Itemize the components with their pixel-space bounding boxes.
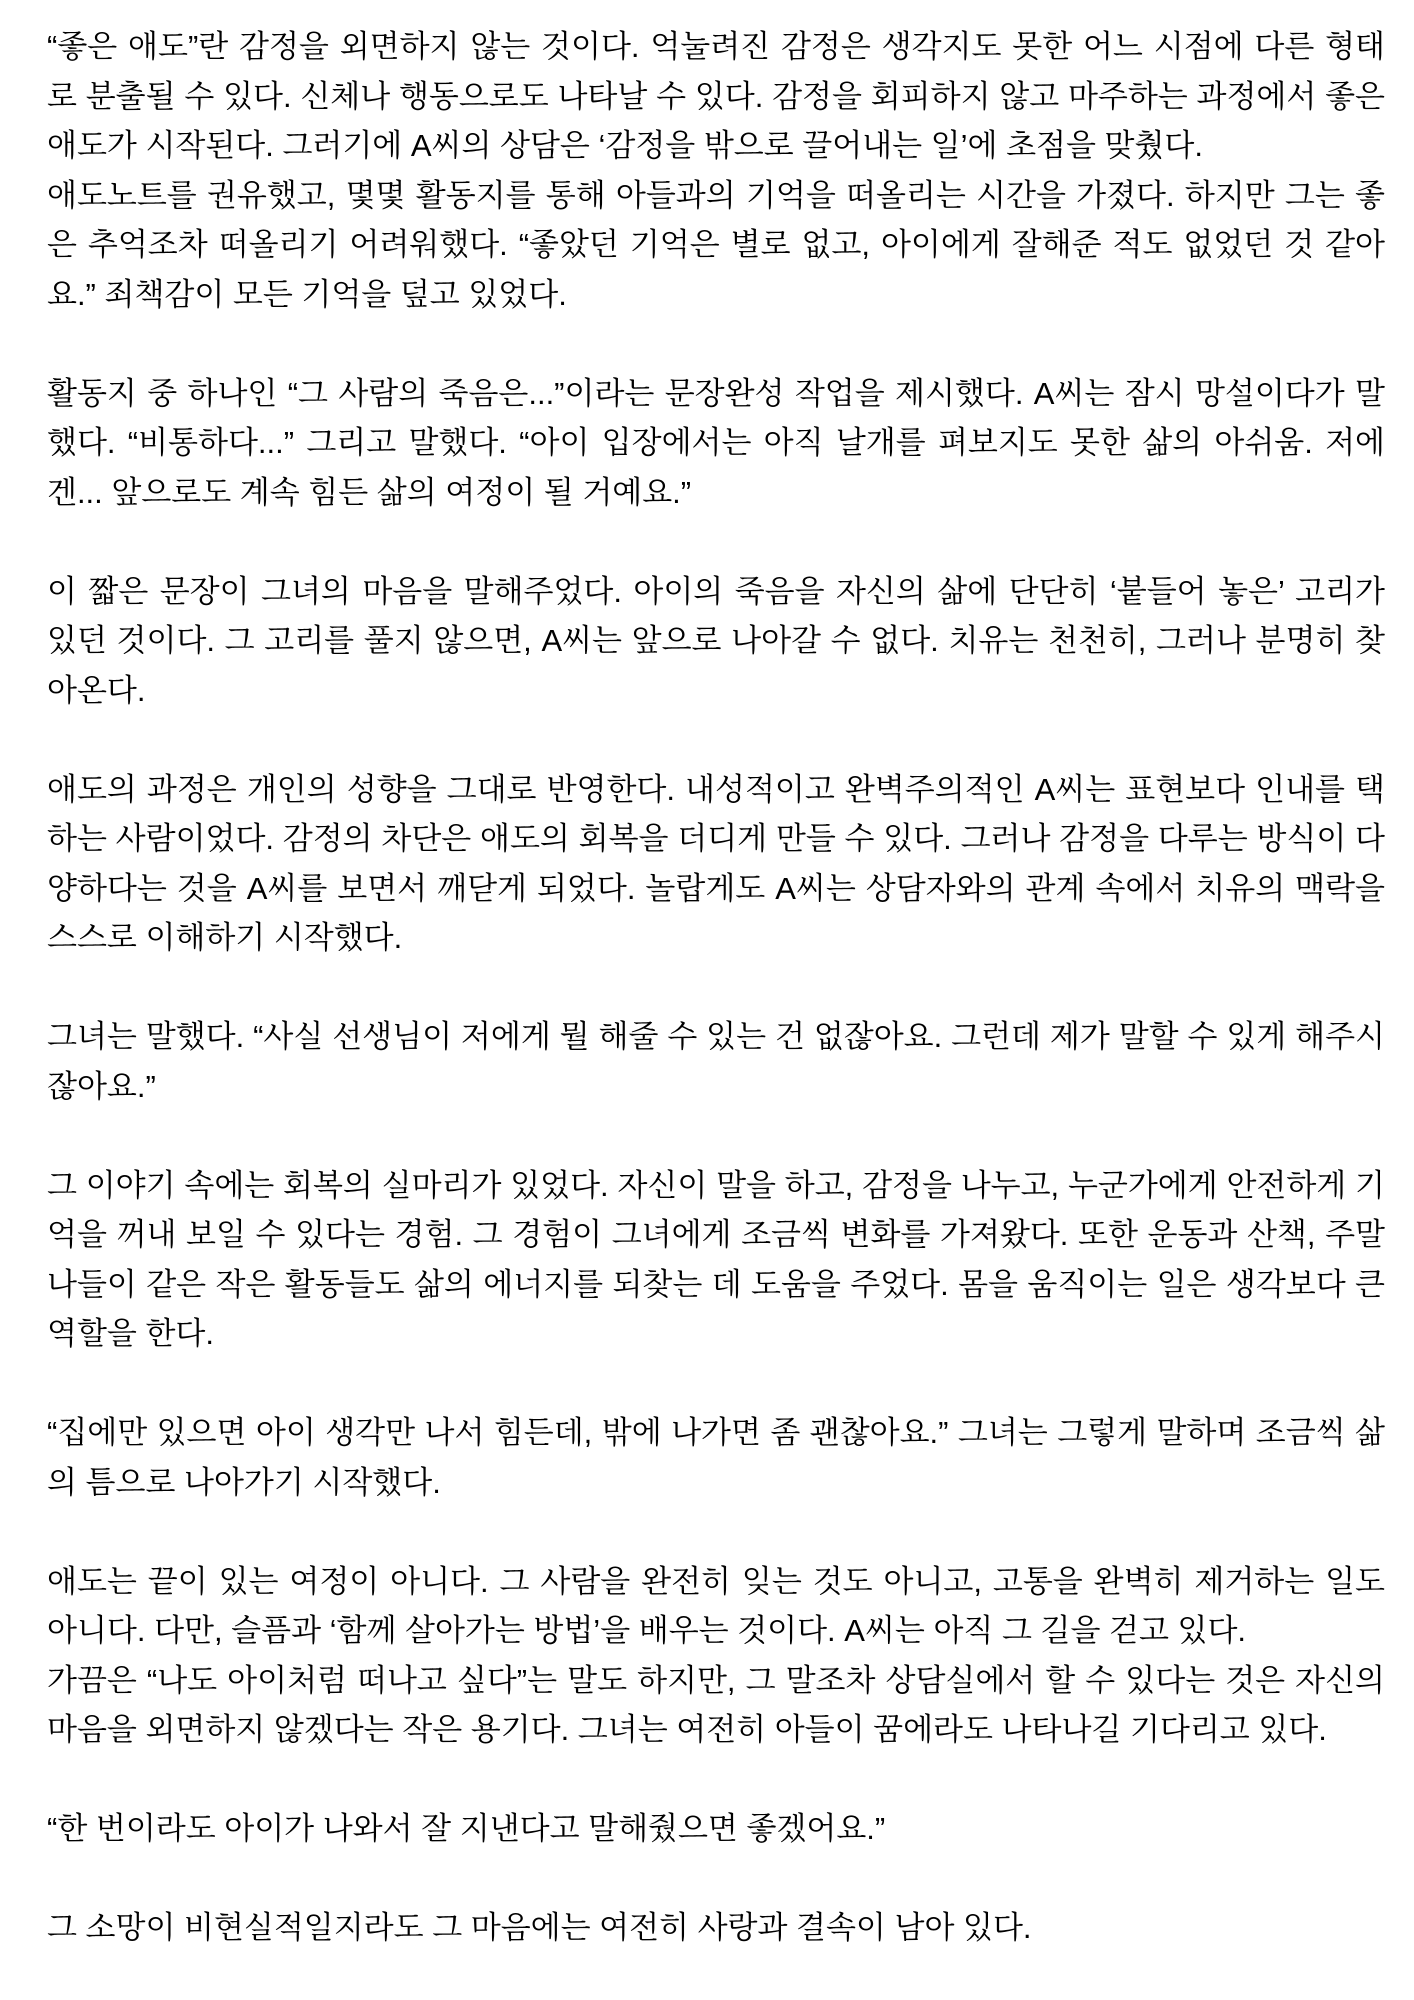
paragraph-text: 애도노트를 권유했고, 몇몇 활동지를 통해 아들과의 기억을 떠올리는 시간을 가졌다. 하지만 그는 좋은 추억조차 떠올리기 어려워했다. “좋았던 기억은 별로 없고, 아이에게 잘해준 적도 없었던 것 같아요.” 죄책감이 모든 기억을 덮고 있었다.: [47, 177, 1385, 312]
paragraph-text: 이 짧은 문장이 그녀의 마음을 말해주었다. 아이의 죽음을 자신의 삶에 단단히 ‘붙들어 놓은’ 고리가 있던 것이다. 그 고리를 풀지 않으면, A씨는 앞으로 나아갈 수 없다. 치유는 천천히, 그러나 분명히 찾아온다.: [47, 573, 1385, 708]
paragraph-text: 애도의 과정은 개인의 성향을 그대로 반영한다. 내성적이고 완벽주의적인 A씨는 표현보다 인내를 택하는 사람이었다. 감정의 차단은 애도의 회복을 더디게 만들 수 있다. 그러나 감정을 다루는 방식이 다양하다는 것을 A씨를 보면서 깨닫게 되었다. 놀랍게도 A씨는 상담자와의 관계 속에서 치유의 맥락을 스스로 이해하기 시작했다.: [47, 771, 1385, 955]
paragraph: [47, 22, 1385, 319]
paragraph-text: 그 이야기 속에는 회복의 실마리가 있었다. 자신이 말을 하고, 감정을 나누고, 누군가에게 안전하게 기억을 꺼내 보일 수 있다는 경험. 그 경험이 그녀에게 조금씩 변화를 가져왔다. 또한 운동과 산책, 주말 나들이 같은 작은 활동들도 삶의 에너지를 되찾는 데 도움을 주었다. 몸을 움직이는 일은 생각보다 큰 역할을 한다.: [47, 1167, 1385, 1351]
paragraph-text: 애도는 끝이 있는 여정이 아니다. 그 사람을 완전히 잊는 것도 아니고, 고통을 완벽히 제거하는 일도 아니다. 다만, 슬픔과 ‘함께 살아가는 방법’을 배우는 것이다. A씨는 아직 그 길을 걷고 있다.: [47, 1563, 1385, 1648]
paragraph-text: 가끔은 “나도 아이처럼 떠나고 싶다”는 말도 하지만, 그 말조차 상담실에서 할 수 있다는 것은 자신의 마음을 외면하지 않겠다는 작은 용기다. 그녀는 여전히 아들이 꿈에라도 나타나길 기다리고 있다.: [47, 1662, 1385, 1747]
paragraph: [47, 369, 1385, 518]
paragraph: [47, 1903, 1385, 1953]
paragraph-text: 그녀는 말했다. “사실 선생님이 저에게 뭘 해줄 수 있는 건 없잖아요. 그런데 제가 말할 수 있게 해주시잖아요.”: [47, 1019, 1385, 1104]
paragraph-text: “좋은 애도”란 감정을 외면하지 않는 것이다. 억눌려진 감정은 생각지도 못한 어느 시점에 다른 형태로 분출될 수 있다. 신체나 행동으로도 나타날 수 있다. 감정을 회피하지 않고 마주하는 과정에서 좋은 애도가 시작된다. 그러기에 A씨의 상담은 ‘감정을 밖으로 끌어내는 일’에 초점을 맞췄다.: [47, 29, 1385, 163]
paragraph: [47, 1408, 1385, 1507]
paragraph: [47, 567, 1385, 716]
paragraph-text: 그 소망이 비현실적일지라도 그 마음에는 여전히 사랑과 결속이 남아 있다.: [47, 1910, 1032, 1945]
paragraph: [47, 1012, 1385, 1111]
paragraph-text: “집에만 있으면 아이 생각만 나서 힘든데, 밖에 나가면 좀 괜찮아요.” 그녀는 그렇게 말하며 조금씩 삶의 틈으로 나아가기 시작했다.: [47, 1415, 1385, 1500]
paragraph: [47, 1804, 1385, 1854]
paragraph: [47, 1161, 1385, 1359]
paragraph-text: 활동지 중 하나인 “그 사람의 죽음은...”이라는 문장완성 작업을 제시했다. A씨는 잠시 망설이다가 말했다. “비통하다...” 그리고 말했다. “아이 입장에서는 아직 날개를 펴보지도 못한 삶의 아쉬움. 저에겐... 앞으로도 계속 힘든 삶의 여정이 될 거예요.”: [47, 375, 1385, 510]
paragraph: [47, 765, 1385, 963]
paragraph: [47, 1557, 1385, 1755]
paragraph-text: “한 번이라도 아이가 나와서 잘 지낸다고 말해줬으면 좋겠어요.”: [47, 1811, 886, 1846]
